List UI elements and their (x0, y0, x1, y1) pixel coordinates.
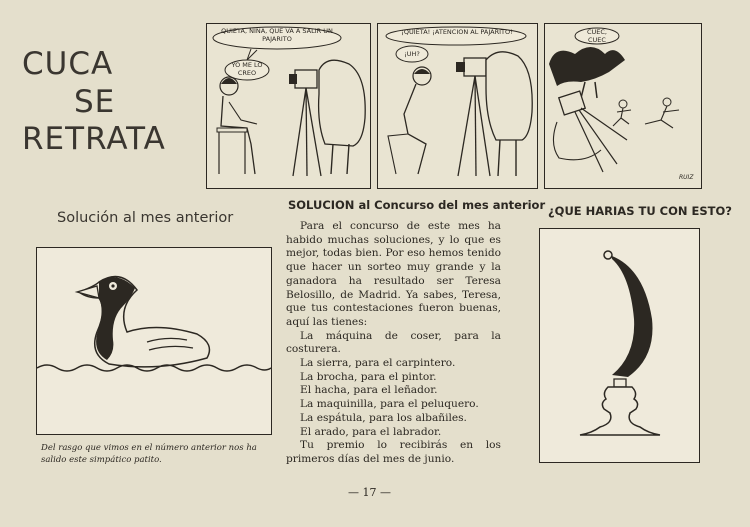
answer-item: La brocha, para el pintor. (300, 370, 437, 383)
comic-panel-2-drawing (378, 24, 537, 188)
panel-3-signature: RUIZ (679, 174, 694, 181)
comic-panel-1 (206, 23, 371, 189)
duck-illustration-frame (36, 247, 272, 435)
title-line-2: SE (74, 84, 116, 120)
title-line-1: CUCA (22, 46, 114, 82)
globe-stand-drawing (540, 229, 699, 462)
article-body (286, 220, 501, 467)
puzzle-heading: ¿QUE HARIAS TU CON ESTO? (548, 204, 732, 218)
panel-3-bubble: CUEC, CUEC (586, 28, 607, 44)
answer-item: La maquinilla, para el peluquero. (300, 398, 479, 411)
answer-item: La sierra, para el carpintero. (300, 357, 456, 370)
answer-item: La espátula, para los albañiles. (300, 411, 467, 424)
panel-1-bubble-1: QUIETA, NINA, QUE VA A SALIR UN PAJARITO (221, 27, 333, 43)
title-line-3: RETRATA (22, 121, 166, 157)
article-closing: Tu premio lo recibirás en los primeros días del mes de junio. (286, 439, 501, 465)
panel-1-bubble-2: YO ME LO CREO (231, 61, 263, 77)
panel-2-bubble-2: ¡UH? (404, 50, 420, 58)
answer-list (286, 330, 501, 440)
page-number: — 17 — (348, 486, 391, 499)
panel-2-bubble-1: ¡QUIETA! ¡ATENCION AL PAJARITO! (401, 28, 513, 36)
article-heading: SOLUCION al Concurso del mes anterior (288, 198, 546, 212)
comic-panel-3 (544, 23, 702, 189)
puzzle-illustration-frame (539, 228, 700, 463)
answer-item: El arado, para el labrador. (300, 425, 442, 438)
comic-panel-1-drawing (207, 24, 370, 188)
duck-caption: Del rasgo que vimos en el número anterior nos ha salido este simpático patito. (41, 443, 257, 465)
comic-panel-3-drawing (545, 24, 701, 188)
duck-drawing (37, 248, 271, 434)
answer-item: El hacha, para el leñador. (300, 384, 438, 397)
article-intro: Para el concurso de este mes ha habido muchas soluciones, y lo que es mejor, todas bien. Por eso hemos tenido que hacer un sorteo muy grande y la ganadora ha resultado ser Teresa Belosillo, de Madrid. Ya sabes, Teresa, que tus contestaciones fueron buenas, aquí las tienes: (286, 220, 501, 328)
answer-item: La máquina de coser, para la costurera. (286, 329, 501, 356)
solution-heading: Solución al mes anterior (57, 210, 234, 226)
comic-panel-2 (377, 23, 538, 189)
